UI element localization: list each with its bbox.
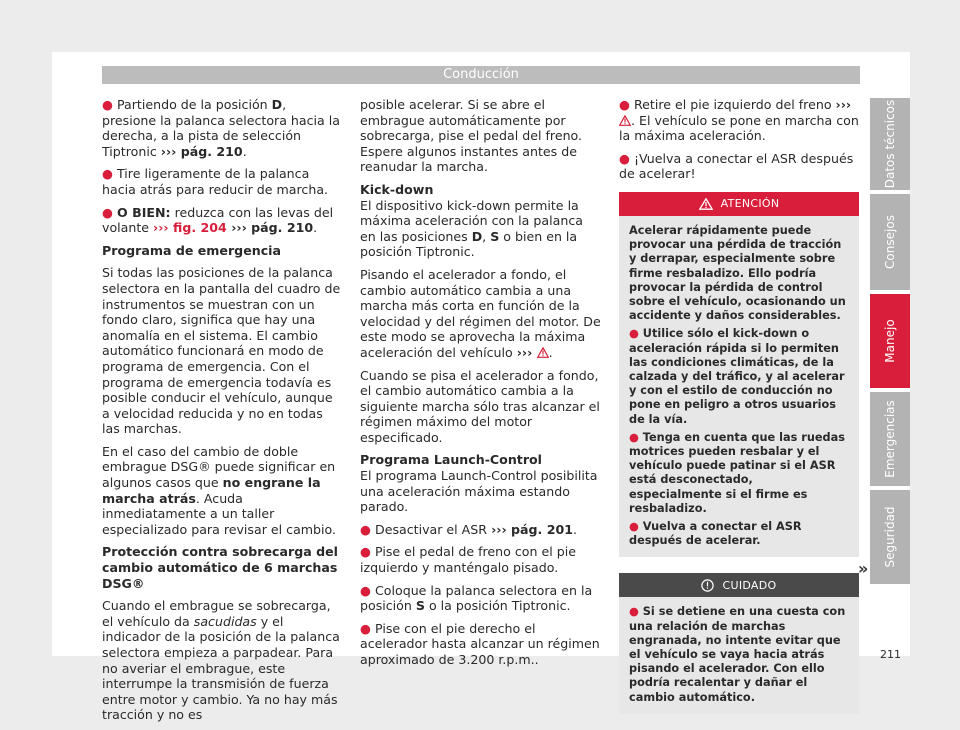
list-item: ● Retire el pie izquierdo del freno ››› . El vehículo se pone en marcha con la máxima aceleración. xyxy=(619,97,859,144)
info-circle-icon xyxy=(701,579,714,592)
tab-manejo[interactable]: Manejo xyxy=(870,294,910,388)
caution-header xyxy=(619,573,859,597)
page-link[interactable]: ››› pág. 210 xyxy=(160,143,243,159)
list-item: ● Tenga en cuenta que las ruedas motrices pueden resbalar y el vehículo puede patinar si el ASR está desconectado, especialmente si el firme es resbaladizo. xyxy=(629,430,845,515)
section-heading: Programa de emergencia xyxy=(102,242,281,258)
section-heading: Protección contra sobrecarga del cambio automático de 6 marchas DSG® xyxy=(102,544,338,591)
page-link[interactable]: ››› pág. 201 xyxy=(491,521,574,537)
list-item: ● Vuelva a conectar el ASR después de acelerar. xyxy=(629,520,802,548)
warning-header xyxy=(619,192,859,216)
paragraph: Pisando el acelerador a fondo, el cambio automático cambia a una marcha más corta en función de la velocidad y del régimen del motor. De este modo se aprovecha la máxima aceleración del vehículo ››› . xyxy=(360,266,601,360)
warning-link[interactable]: ››› xyxy=(835,97,852,112)
figure-link[interactable]: ››› fig. 204 xyxy=(153,220,227,236)
list-item: ● Coloque la palanca selectora en la posición S o la posición Tiptronic. xyxy=(360,582,593,614)
tab-emergencias[interactable]: Emergencias xyxy=(870,392,910,486)
paragraph: El dispositivo kick-down permite la máxima aceleración con la palanca en las posiciones D, S o bien en la posición Tiptronic. xyxy=(360,197,583,260)
warning-triangle-icon xyxy=(619,115,631,126)
warning-triangle-icon xyxy=(699,198,713,210)
list-item: ● Tire ligeramente de la palanca hacia atrás para reducir de marcha. xyxy=(102,166,329,197)
list-item: ● Pise con el pie derecho el acelerador hasta alcanzar un régimen aproximado de 3.200 r.p.m.. xyxy=(360,620,600,667)
warning-box xyxy=(619,192,859,557)
column-1 xyxy=(102,97,342,730)
paragraph: En el caso del cambio de doble embrague DSG® puede significar en algunos casos que no engrane la marcha atrás. Acuda inmediatamente a un taller especializado para revisar el cambio. xyxy=(102,443,337,537)
tab-seguridad[interactable]: Seguridad xyxy=(870,490,910,584)
paragraph: Cuando se pisa el acelerador a fondo, el cambio automático cambia a la siguiente marcha sólo tras alcanzar el régimen máximo del motor especificado. xyxy=(360,367,600,445)
caution-title: CUIDADO xyxy=(722,578,777,592)
warning-body xyxy=(619,216,859,557)
paragraph: El programa Launch-Control posibilita una aceleración máxima estando parado. xyxy=(360,468,598,515)
paragraph: Si todas las posiciones de la palanca selectora en la pantalla del cuadro de instrumentos se muestran con un fondo claro, significa que hay una anomalía en el sistema. El cambio automático funcionará en modo de programa de emergencia. Con el programa de emergencia todavía es posible conducir el vehículo, aunque a velocidad reducida y no en todas las marchas. xyxy=(102,265,341,437)
list-item: ● Desactivar el ASR ››› pág. 201. xyxy=(360,521,578,537)
list-item: ● Pise el pedal de freno con el pie izquierdo y manténgalo pisado. xyxy=(360,544,576,576)
column-2 xyxy=(360,97,601,675)
list-item: ● Partiendo de la posición D, presione la palanca selectora hacia la derecha, a la pista de selección Tiptronic ››› pág. 210. xyxy=(102,97,340,159)
list-item: ● ¡Vuelva a conectar el ASR después de acelerar! xyxy=(619,150,854,182)
page-link[interactable]: ››› pág. 210 xyxy=(226,220,314,236)
list-item: ● Si se detiene en una cuesta con una relación de marchas engranada, no intente evitar que el vehículo se vaya hacia atrás pisando el acelerador. Con ello podría recalentar y dañar el cambio automático. xyxy=(629,605,846,704)
column-3 xyxy=(619,97,859,714)
tab-consejos[interactable]: Consejos xyxy=(870,194,910,290)
paragraph: Cuando el embrague se sobrecarga, el vehículo da sacudidas y el indicador de la posición de la palanca selectora empieza a parpadear. Para no averiar el embrague, este interrumpe la transmisión de fuerza entre motor y cambio. Ya no hay más tracción y no es xyxy=(102,598,340,723)
section-heading: Kick-down xyxy=(360,181,434,197)
warning-triangle-icon xyxy=(537,347,549,358)
paragraph: posible acelerar. Si se abre el embrague automáticamente por sobrecarga, pise el pedal del freno. Espere algunos instantes antes de reanudar la marcha. xyxy=(360,97,583,175)
page-header xyxy=(102,66,860,84)
section-title: Conducción xyxy=(443,67,519,82)
caution-body xyxy=(619,597,859,713)
list-item: ● Utilice sólo el kick-down o aceleración rápida si lo permiten las condiciones climáticas, de la calzada y del tráfico, y al acelerar y con el estilo de conducción no pone en peligro a otros usuarios de la vía. xyxy=(629,327,845,426)
page-number: 211 xyxy=(880,648,901,661)
list-item: ● O BIEN: reduzca con las levas del volante ››› fig. 204 ››› pág. 210. xyxy=(102,204,334,236)
section-heading: Programa Launch-Control xyxy=(360,452,542,468)
warning-title: ATENCIÓN xyxy=(720,197,780,211)
warning-link[interactable]: ››› xyxy=(516,344,537,360)
paragraph: Acelerar rápidamente puede provocar una pérdida de tracción y derrapar, especialmente sobre firme resbaladizo. Ello podría provocar la pérdida de control sobre el vehículo, ocasionando un accidente y daños considerables. xyxy=(629,223,846,323)
caution-box xyxy=(619,573,859,713)
tab-datos-tecnicos[interactable]: Datos técnicos xyxy=(870,98,910,190)
continue-arrow: » xyxy=(858,559,869,578)
